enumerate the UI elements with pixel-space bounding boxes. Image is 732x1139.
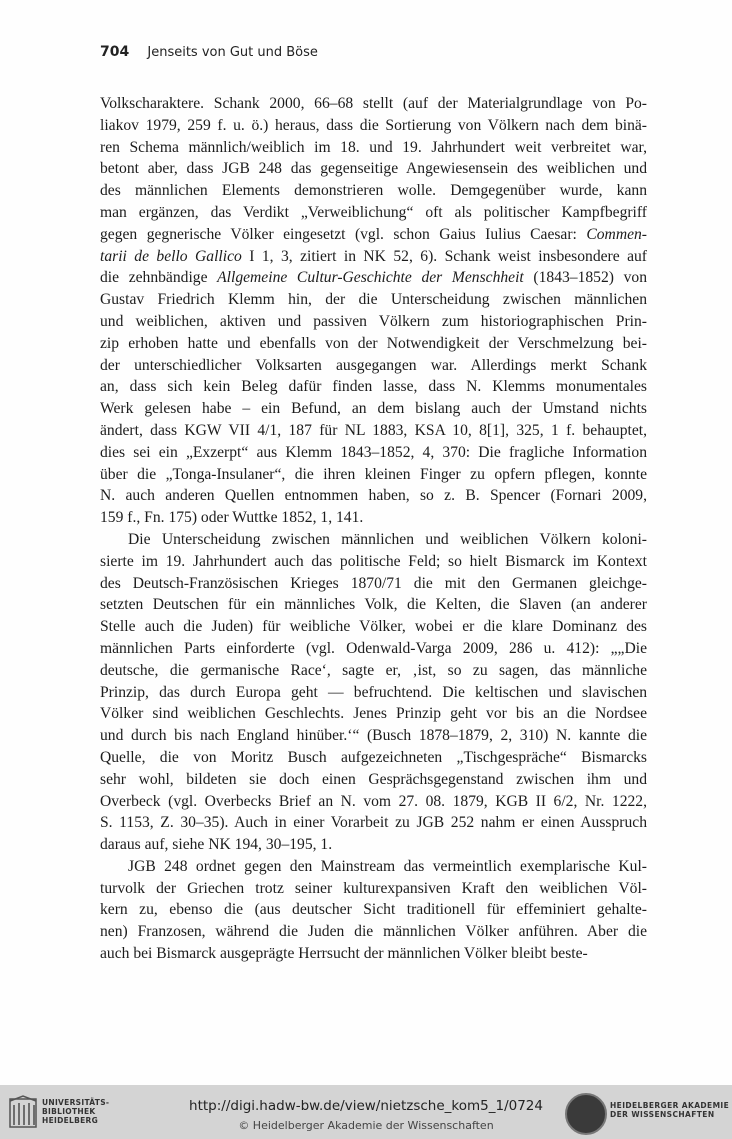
text-line: die zehnbändige Allgemeine Cultur-Geschichte der Menschheit (1843–1852) von <box>100 269 647 287</box>
text-line: Volkscharaktere. Schank 2000, 66–68 stellt (auf der Materialgrundlage von Po- <box>100 95 647 112</box>
academy-seal-icon <box>565 1093 607 1135</box>
text-line: liakov 1979, 259 f. u. ö.) heraus, dass die Sortierung von Völkern nach dem binä- <box>100 116 647 134</box>
text-line: Stelle auch die Juden) für weibliche Völker, wobei er die klare Dominanz des <box>100 618 647 636</box>
footer-bar <box>0 1085 732 1139</box>
running-title: Jenseits von Gut und Böse <box>147 45 318 60</box>
text-line: dies sei ein „Exzerpt“ aus Klemm 1843–1852, 4, 370: Die fragliche Information <box>100 443 647 461</box>
text-line: JGB 248 ordnet gegen den Mainstream das vermeintlich exemplarische Kul- <box>128 857 647 875</box>
text-line: Gustav Friedrich Klemm hin, der die Unterscheidung zwischen männlichen <box>100 291 647 309</box>
text-line: ändert, dass KGW VII 4/1, 187 für NL 1883, KSA 10, 8[1], 325, 1 f. behauptet, <box>100 421 647 439</box>
library-name-line: BIBLIOTHEK <box>42 1107 96 1116</box>
text-line: sierte im 19. Jahrhundert auch das politische Feld; so hielt Bismarck im Kontext <box>100 552 647 570</box>
text-line: und durch bis nach England hinüber.‘“ (Busch 1878–1879, 2, 310) N. kannte die <box>100 727 647 745</box>
text-line: der unterschiedlicher Volksarten ausgegangen war. Allerdings merkt Schank <box>100 356 647 374</box>
copyright-notice: © Heidelberger Akademie der Wissenschaften <box>238 1119 494 1132</box>
text-line: turvolk der Griechen trotz seiner kulturexpansiven Kraft den weiblichen Völ- <box>100 879 647 897</box>
text-line: S. 1153, Z. 30–35). Auch in einer Vorarbeit zu JGB 252 nahm er einen Ausspruch <box>100 814 647 832</box>
running-head <box>100 44 660 60</box>
text-line: kern zu, ebenso die (aus deutscher Sicht traditionell für effeminiert gehalte- <box>100 901 647 919</box>
text-line: auch bei Bismarck ausgeprägte Herrsucht der männlichen Völker bleibt beste- <box>100 945 588 963</box>
body-text <box>100 93 647 965</box>
text-line: deutsche, die germanische Race‘, sagte er, ‚ist, so zu sagen, das männliche <box>100 661 647 679</box>
text-line: Werk gelesen habe – ein Befund, an dem bislang auch der Umstand nichts <box>100 400 647 418</box>
text-line: Prinzip, das durch Europa geht — befruchtend. Die keltischen und slavischen <box>100 683 647 701</box>
text-line: daraus auf, siehe NK 194, 30–195, 1. <box>100 836 333 854</box>
text-line: 159 f., Fn. 175) oder Wuttke 1852, 1, 141. <box>100 509 364 527</box>
library-name-line: HEIDELBERG <box>42 1116 99 1125</box>
text-line: zip erhoben hatte und ebenfalls von der Notwendigkeit der Verschmelzung bei- <box>100 334 647 352</box>
text-line: Quelle, die von Moritz Busch aufgezeichneten „Tischgespräche“ Bismarcks <box>100 748 647 766</box>
text-line: an, dass sich kein Beleg dafür finden lasse, dass N. Klemms monumentales <box>100 378 647 396</box>
text-line: Die Unterscheidung zwischen männlichen und weiblichen Völkern koloni- <box>128 530 647 548</box>
text-line: Völker sind weiblichen Geschlechts. Jenes Prinzip geht vor bis an die Nordsee <box>100 705 647 723</box>
academy-name-line: DER WISSENSCHAFTEN <box>610 1110 715 1119</box>
library-name-line: UNIVERSITÄTS- <box>42 1098 110 1107</box>
text-line: Overbeck (vgl. Overbecks Brief an N. vom 27. 08. 1879, KGB II 6/2, Nr. 1222, <box>100 792 647 810</box>
text-line: betont aber, dass JGB 248 das gegenseitige Angewiesensein des weiblichen und <box>100 160 647 178</box>
text-line: männlichen Parts einforderte (vgl. Odenwald-Varga 2009, 286 u. 412): „„Die <box>100 639 647 657</box>
text-line: gegen gegnerische Völker eingesetzt (vgl. schon Gaius Iulius Caesar: Commen- <box>100 225 647 243</box>
text-line: ren Schema männlich/weiblich im 18. und 19. Jahrhundert weit verbreitet war, <box>100 138 647 156</box>
page-number: 704 <box>100 44 130 60</box>
text-line: N. auch anderen Quellen entnommen haben, so z. B. Spencer (Fornari 2009, <box>100 487 647 505</box>
academy-name-line: HEIDELBERGER AKADEMIE <box>610 1101 730 1110</box>
text-line: tarii de bello Gallico I 1, 3, zitiert in NK 52, 6). Schank weist insbesondere auf <box>100 247 647 265</box>
academy-name <box>610 1101 729 1119</box>
text-line: des männlichen Elements demonstrieren wolle. Demgegenüber wurde, kann <box>100 182 647 200</box>
text-line: man ergänzen, das Verdikt „Verweiblichung“ oft als politischer Kampfbegriff <box>100 203 647 221</box>
text-line: über die „Tonga-Insulaner“, die ihren kleinen Finger zu opfern pflegen, konnte <box>100 465 647 483</box>
text-line: des Deutsch-Französischen Krieges 1870/71 die mit den Germanen gleichge- <box>100 574 647 592</box>
text-line: setzten Deutschen für ein männliches Volk, die Kelten, die Slaven (an anderer <box>100 596 647 614</box>
text-line: sehr wohl, bildeten sie doch einen Gesprächsgegenstand zwischen ihm und <box>100 770 647 788</box>
text-line: nen) Franzosen, während die Juden die männlichen Völker anführen. Aber die <box>100 923 647 941</box>
source-url[interactable]: http://digi.hadw-bw.de/view/nietzsche_kom5_1/0724 <box>189 1098 543 1114</box>
text-line: und weiblichen, aktiven und passiven Völkern zum historiographischen Prin- <box>100 312 647 330</box>
